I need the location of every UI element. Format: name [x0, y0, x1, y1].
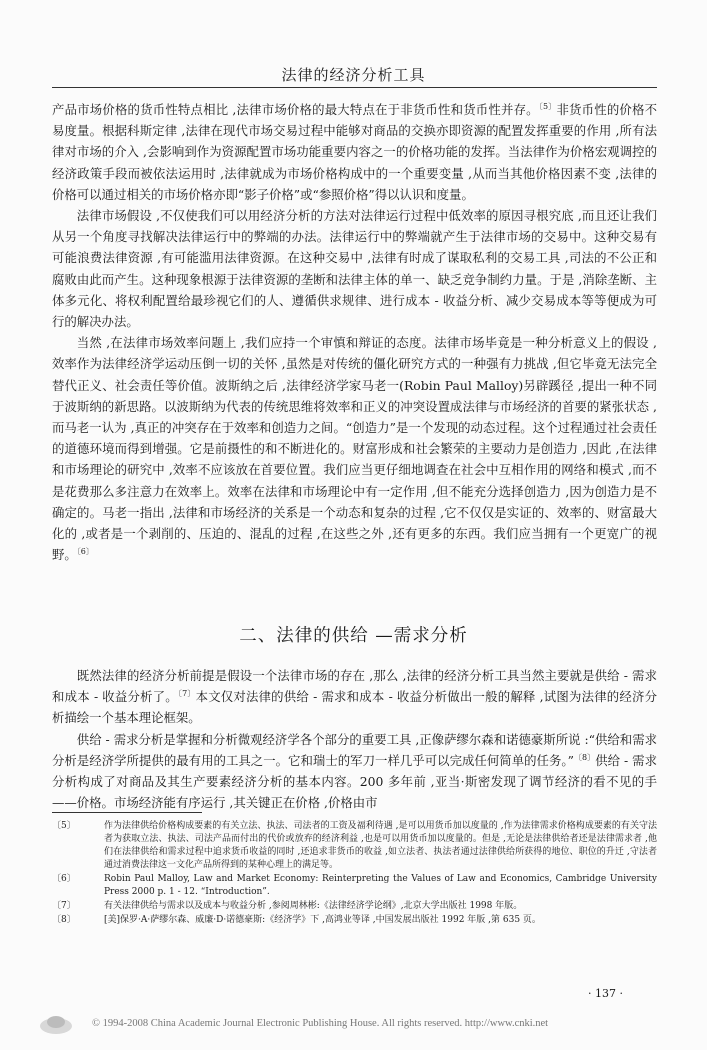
paragraph-2-text: 法律市场假设 ,不仅使我们可以用经济分析的方法对法律运行过程中低效率的原因寻根究底 ,而且还让我们从另一个角度寻找解决法律运行中的弊端的办法。法律运行中的弊端就产生于法律市场的交易中。这种交易有可能浪费法律资源 ,有可能滥用法律资源。在这种交易中 ,法律有时成了谋取私利的交易工具 ,司法的不公正和腐败由此而产生。这种现象根源于法律资源的垄断和法律主体的单一、缺乏竞争制约力量。于是 ,消除垄断、主体多元化、将权利配置给最珍视它们的人、遵循供求规律、进行成本 - 收益分析、减少交易成本等等便成为可行的解决办法。	[52, 208, 657, 330]
paragraph-5	[52, 729, 657, 814]
paragraph-5-text: 供给 - 需求分析是掌握和分析微观经济学各个部分的重要工具 ,正像萨缪尔森和诺德豪斯所说 :“供给和需求分析是经济学所提供的最有用的工具之一。它和瑞士的军刀一样几乎可以完成任何简单的任务。”	[52, 731, 657, 768]
paragraph-5-text-cont: 供给 - 需求分析构成了对商品及其生产要素经济分析的基本内容。200 多年前 ,亚当·斯密发现了调节经济的看不见的手 ——价格。市场经济能有序运行 ,其关键正在价格 ,价格由市	[52, 752, 657, 811]
footnote-5	[52, 820, 657, 872]
footnote-rule	[52, 812, 202, 813]
paragraph-4-text-cont: 本文仅对法律的供给 - 需求和成本 - 收益分析做出一般的解释 ,试图为法律的经济分析描绘一个基本理论框架。	[52, 689, 657, 726]
footnote-mark: 〔8〕	[52, 915, 76, 925]
footnotes	[52, 820, 657, 928]
footnote-text: 作为法律供给价格构成要素的有关立法、执法、司法者的工资及福利待遇 ,是可以用货币加以度量的 ,作为法律需求价格构成要素的有关守法者为获取立法、执法、司法产品而付出的代价或放弃的经济利益 ,也是可以用货币加以度量的。但是 ,无论是法律供给者还是法律需求者 ,他们在法律供给和需求过程中追求货币收益的同时 ,还追求非货币的收益 ,如立法者、执法者通过法律供给所获得的地位、职位的升迁 ,守法者通过消费法律这一文化产品所得到的某种心理上的满足等。	[104, 821, 657, 870]
footnote-ref-8[interactable]: 〔8〕	[573, 752, 596, 762]
copyright-footer	[0, 1010, 707, 1050]
page-number: · 137 ·	[588, 987, 623, 1000]
paragraph-1-text: 产品市场价格的货币性特点相比 ,法律市场价格的最大特点在于非货币性和货币性并存。	[52, 102, 539, 117]
paragraph-4	[52, 665, 657, 729]
footnote-mark: 〔5〕	[52, 821, 76, 831]
running-header: 法律的经济分析工具	[281, 66, 426, 84]
footnote-ref-7[interactable]: 〔7〕	[177, 689, 196, 699]
copyright-text: © 1994-2008 China Academic Journal Electronic Publishing House. All rights reserved. http://www.cnki.net	[92, 1018, 549, 1029]
footnote-7	[52, 900, 657, 913]
footnote-ref-5[interactable]: 〔5〕	[538, 101, 557, 111]
body-text-upper	[52, 99, 657, 565]
paragraph-3	[52, 332, 657, 565]
footnote-text: 有关法律供给与需求以及成本与收益分析 ,参阅周林彬:《法律经济学论纲》,北京大学出版社 1998 年版。	[104, 901, 523, 911]
publisher-logo-icon	[38, 1010, 74, 1036]
footnote-mark: 〔6〕	[52, 874, 76, 884]
header-rule	[52, 87, 657, 88]
section-heading: 二、法律的供给 —需求分析	[239, 626, 468, 646]
paragraph-1	[52, 99, 657, 205]
footnote-text: Robin Paul Malloy, Law and Market Economy: Reinterpreting the Values of Law and Economics, Cambridge University Press 2000 p. 1 - 12. “Introduction”.	[104, 874, 657, 897]
footnote-8	[52, 914, 657, 927]
paragraph-4-text: 既然法律的经济分析前提是假设一个法律市场的存在 ,那么 ,法律的经济分析工具当然主要就是供给 - 需求和成本 - 收益分析了。	[52, 668, 657, 705]
paragraph-1-text-cont: 非货币性的价格不易度量。根据科斯定律 ,法律在现代市场交易过程中能够对商品的交换亦即资源的配置发挥重要的作用 ,所有法律对市场的介入 ,会影响到作为资源配置市场功能重要内容之一的价格功能的发挥。当法律作为价格宏观调控的经济政策手段而被依法运用时 ,法律就成为市场价格构成中的一个重要变量 ,从而当其他价格因素不变 ,法律的价格可以通过相关的市场价格亦即“影子价格”或“参照价格”得以认识和度量。	[52, 102, 658, 202]
footnote-ref-6[interactable]: 〔6〕	[76, 547, 94, 557]
paragraph-3-text: 当然 ,在法律市场效率问题上 ,我们应持一个审慎和辩证的态度。法律市场毕竟是一种分析意义上的假设 ,效率作为法律经济学运动压倒一切的关怀 ,虽然是对传统的僵化研究方式的一种强有力挑战 ,但它毕竟无法完全替代正义、社会责任等价值。波斯纳之后 ,法律经济学家马老一(Robin Paul Malloy)另辟蹊径 ,提出一种不同于波斯纳的新思路。以波斯纳为代表的传统思维将效率和正义的冲突设置成法律与市场经济的首要的紧张状态 ,而马老一认为 ,真正的冲突存在于效率和创造力之间。“创造力”是一个发现的动态过程。这个过程通过社会责任的道德环境而得到增强。它是前摄性的和不断进化的。财富形成和社会繁荣的主要动力是创造力 ,因此 ,在法律和市场理论的研究中 ,效率不应该放在首要位置。我们应当更仔细地调查在社会中互相作用的网络和模式 ,而不是花费那么多注意力在效率上。效率在法律和市场理论中有一定作用 ,但不能充分选择创造力 ,因为创造力是不确定的。马老一指出 ,法律和市场经济的关系是一个动态和复杂的过程 ,它不仅仅是实证的、效率的、财富最大化的 ,或者是一个剥削的、压迫的、混乱的过程 ,在这些之外 ,还有更多的东西。我们应当拥有一个更宽广的视野。	[52, 335, 657, 563]
body-text-lower	[52, 665, 657, 813]
footnote-text: [美]保罗·A·萨缪尔森、威廉·D·诺德豪斯:《经济学》下 ,高鸿业等译 ,中国发展出版社 1992 年版 ,第 635 页。	[104, 915, 541, 925]
footnote-6	[52, 873, 657, 899]
paragraph-2	[52, 205, 657, 332]
footnote-mark: 〔7〕	[52, 901, 76, 911]
